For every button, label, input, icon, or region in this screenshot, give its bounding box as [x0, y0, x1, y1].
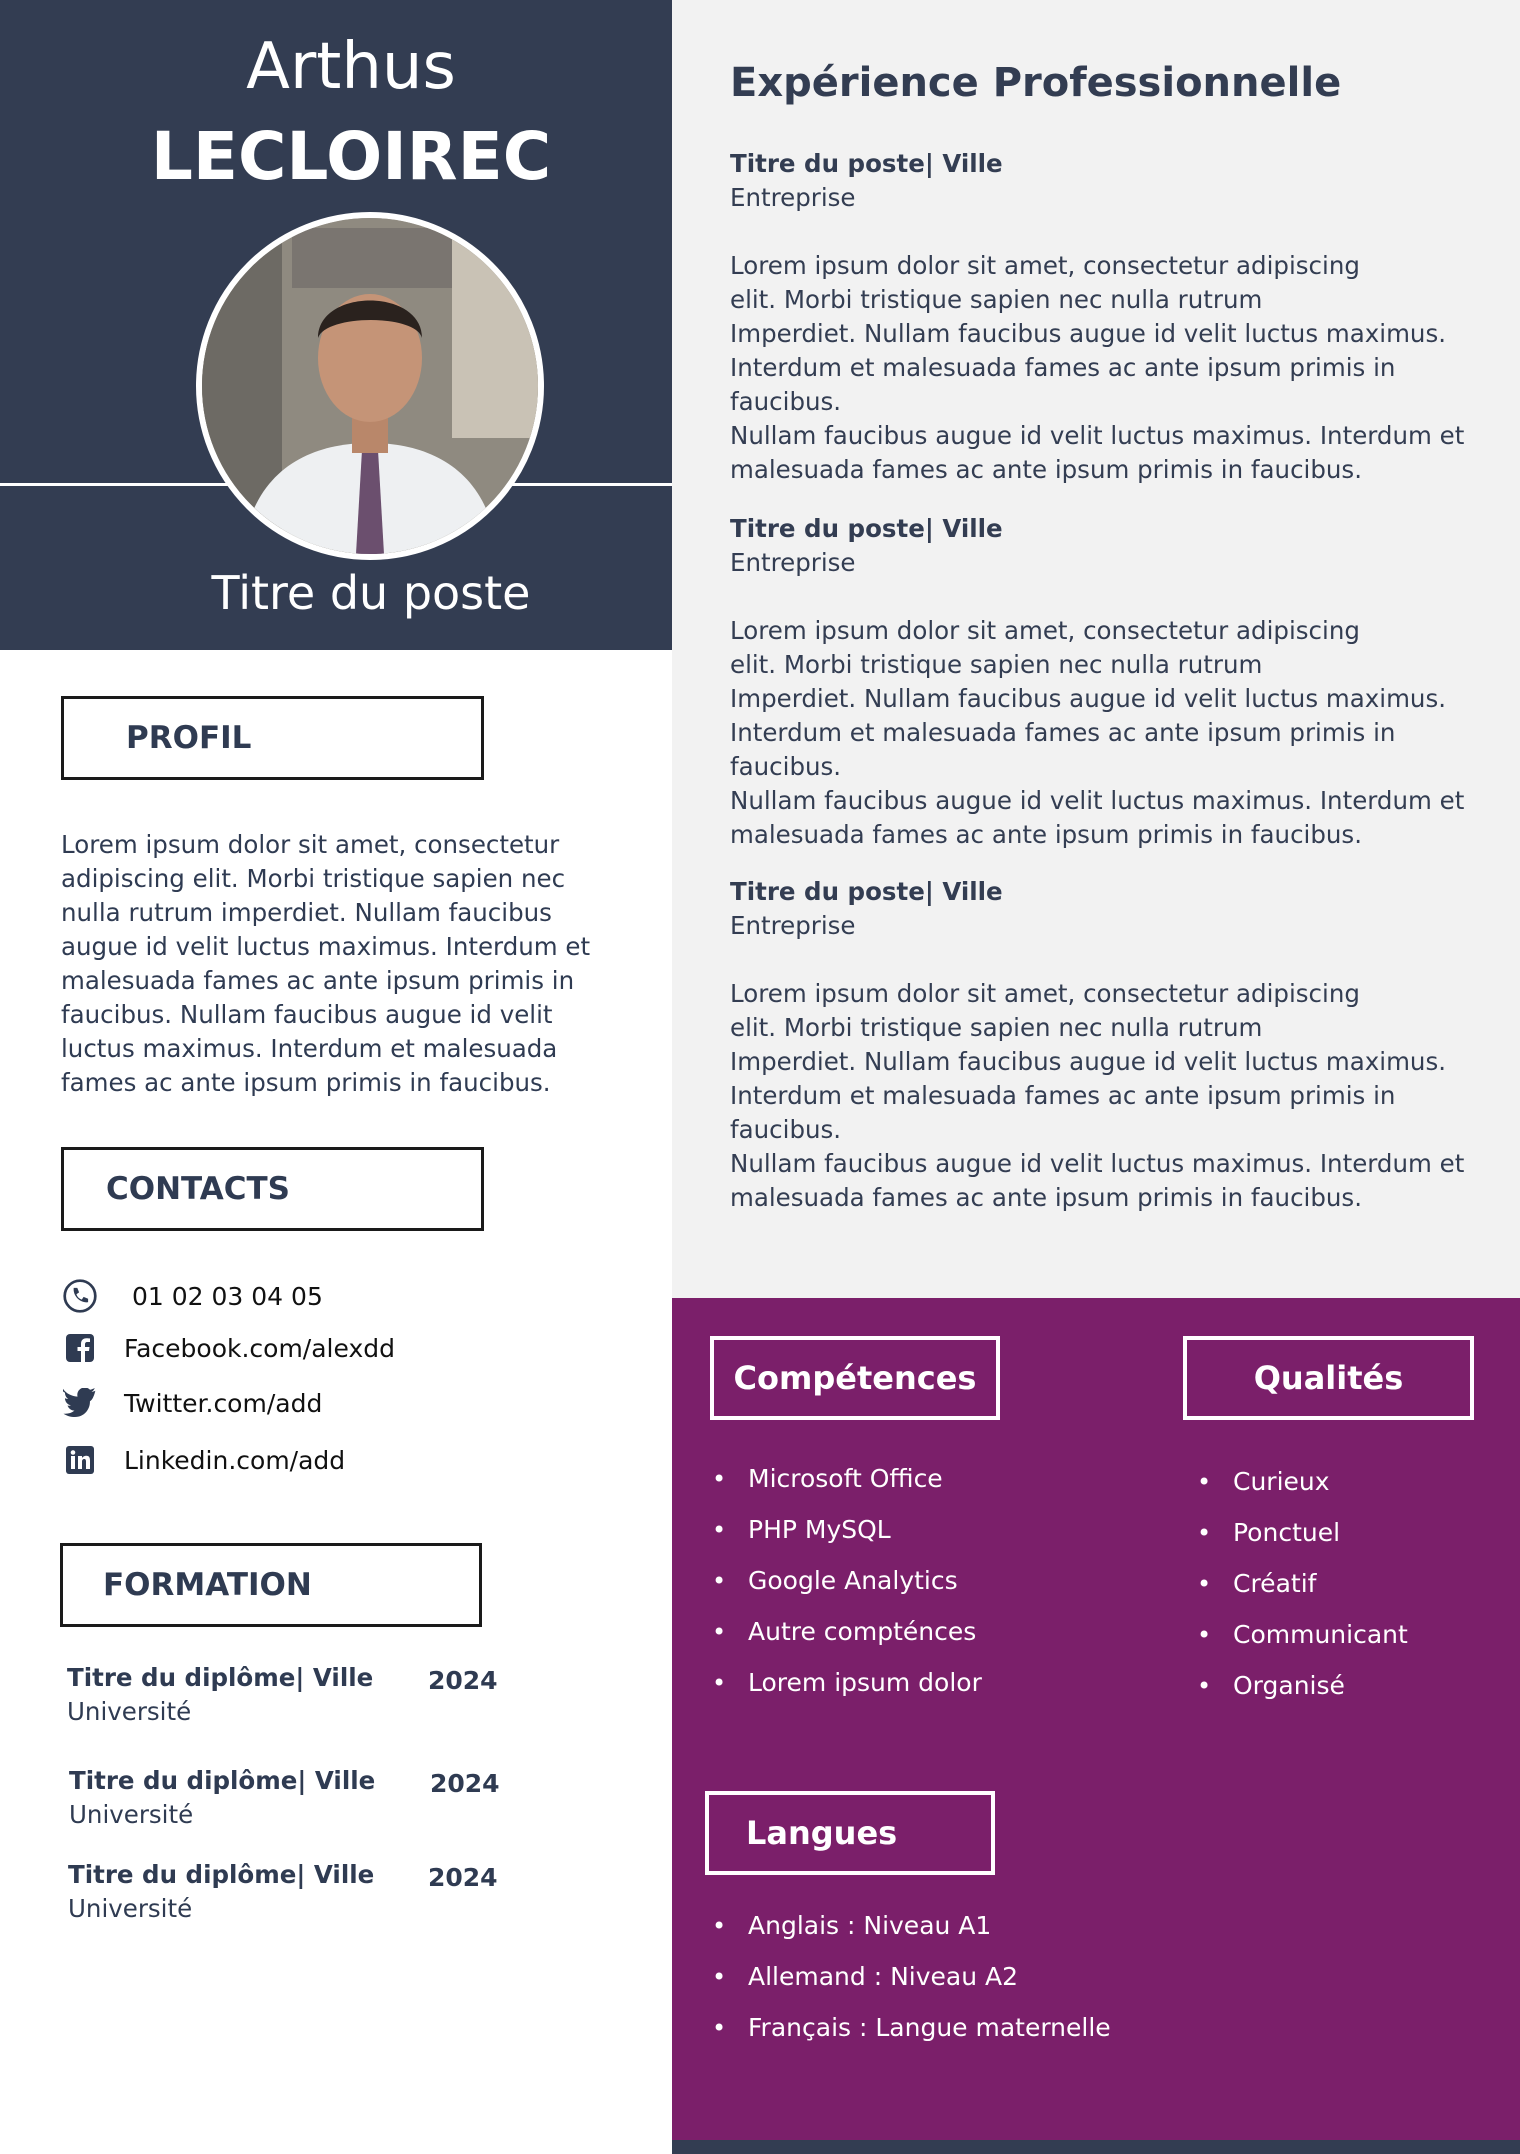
- formation-item-title: Titre du diplôme| Ville: [69, 1766, 376, 1795]
- experience-item-title: Titre du poste| Ville: [730, 514, 1003, 543]
- experience-item: [730, 875, 1490, 1215]
- experience-item-company: Entreprise: [730, 548, 856, 577]
- contact-twitter-text: Twitter.com/add: [124, 1388, 323, 1418]
- contact-linkedin-text: Linkedin.com/add: [124, 1445, 346, 1475]
- qualities-heading-box: [1183, 1336, 1474, 1420]
- list-item: • Google Analytics: [712, 1555, 982, 1606]
- profile-text: Lorem ipsum dolor sit amet, consectetur adipiscing elit. Morbi tristique sapien nec nulla rutrum imperdiet. Nullam faucibus augue id velit luctus maximus. Interdum et malesuada fames ac ante ipsum primis in faucibus. Nullam faucibus augue id velit luctus maximus. Interdum et malesuada fames ac ante ipsum primis in faucibus.: [61, 830, 591, 1097]
- linkedin-icon: [62, 1442, 98, 1478]
- contact-facebook[interactable]: [62, 1330, 395, 1366]
- profile-photo: [196, 212, 544, 560]
- list-item: • Créatif: [1197, 1558, 1408, 1609]
- languages-heading: Langues: [746, 1814, 898, 1852]
- list-item: • Communicant: [1197, 1609, 1408, 1660]
- list-item: • PHP MySQL: [712, 1504, 982, 1555]
- experience-item: [730, 512, 1490, 852]
- contact-phone: [62, 1278, 323, 1314]
- contacts-heading: CONTACTS: [106, 1171, 291, 1207]
- experience-item-title: Titre du poste| Ville: [730, 877, 1003, 906]
- list-item: • Anglais : Niveau A1: [712, 1900, 1111, 1951]
- languages-heading-box: [705, 1791, 995, 1875]
- contact-twitter[interactable]: [62, 1385, 322, 1421]
- list-item: • Organisé: [1197, 1660, 1408, 1711]
- contact-linkedin[interactable]: [62, 1442, 345, 1478]
- languages-list: [712, 1900, 1111, 2053]
- list-item: • Lorem ipsum dolor: [712, 1657, 982, 1708]
- experience-item-description: Lorem ipsum dolor sit amet, consectetur adipiscing elit. Morbi tristique sapien nec nulla rutrum Imperdiet. Nullam faucibus augue id velit luctus maximus. Interdum et malesuada fames ac ante ipsum primis in faucibus. Nullam faucibus augue id velit luctus maximus. Interdum et malesuada fames ac ante ipsum primis in faucibus.: [730, 251, 1465, 484]
- profile-heading-box: [61, 696, 484, 780]
- experience-item-description: Lorem ipsum dolor sit amet, consectetur adipiscing elit. Morbi tristique sapien nec nulla rutrum Imperdiet. Nullam faucibus augue id velit luctus maximus. Interdum et malesuada fames ac ante ipsum primis in faucibus. Nullam faucibus augue id velit luctus maximus. Interdum et malesuada fames ac ante ipsum primis in faucibus.: [730, 616, 1465, 849]
- first-name: Arthus: [246, 30, 456, 104]
- formation-item-year: 2024: [428, 1666, 498, 1695]
- facebook-icon: [62, 1330, 98, 1366]
- qualities-heading: Qualités: [1253, 1359, 1404, 1397]
- job-title: Titre du poste: [211, 566, 531, 620]
- bottom-bar: [672, 2140, 1520, 2154]
- last-name: LECLOIREC: [150, 118, 552, 195]
- contact-facebook-text: Facebook.com/alexdd: [124, 1333, 395, 1363]
- experience-item: [730, 147, 1490, 487]
- twitter-icon: [62, 1385, 98, 1421]
- experience-item-company: Entreprise: [730, 183, 856, 212]
- experience-item-title: Titre du poste| Ville: [730, 149, 1003, 178]
- skills-heading: Compétences: [733, 1359, 977, 1397]
- list-item: • Autre compténces: [712, 1606, 982, 1657]
- qualities-list: [1197, 1456, 1408, 1711]
- experience-item-description: Lorem ipsum dolor sit amet, consectetur adipiscing elit. Morbi tristique sapien nec nulla rutrum Imperdiet. Nullam faucibus augue id velit luctus maximus. Interdum et malesuada fames ac ante ipsum primis in faucibus. Nullam faucibus augue id velit luctus maximus. Interdum et malesuada fames ac ante ipsum primis in faucibus.: [730, 979, 1465, 1212]
- formation-item-school: Université: [68, 1894, 193, 1923]
- list-item: • Allemand : Niveau A2: [712, 1951, 1111, 2002]
- list-item: • Français : Langue maternelle: [712, 2002, 1111, 2053]
- list-item: • Curieux: [1197, 1456, 1408, 1507]
- contact-phone-text: 01 02 03 04 05: [132, 1281, 323, 1311]
- formation-item-year: 2024: [430, 1769, 500, 1798]
- formation-heading-box: [60, 1543, 482, 1627]
- formation-heading: FORMATION: [103, 1567, 312, 1603]
- skills-heading-box: [710, 1336, 1000, 1420]
- experience-item-company: Entreprise: [730, 911, 856, 940]
- skills-list: [712, 1453, 982, 1708]
- list-item: • Ponctuel: [1197, 1507, 1408, 1558]
- formation-item-school: Université: [67, 1697, 192, 1726]
- formation-item-title: Titre du diplôme| Ville: [67, 1663, 374, 1692]
- formation-item-year: 2024: [428, 1863, 498, 1892]
- list-item: • Microsoft Office: [712, 1453, 982, 1504]
- contacts-heading-box: [61, 1147, 484, 1231]
- formation-item-school: Université: [69, 1800, 194, 1829]
- profile-heading: PROFIL: [126, 720, 252, 756]
- phone-icon: [62, 1278, 98, 1314]
- experience-heading: Expérience Professionnelle: [730, 60, 1342, 106]
- formation-item-title: Titre du diplôme| Ville: [68, 1860, 375, 1889]
